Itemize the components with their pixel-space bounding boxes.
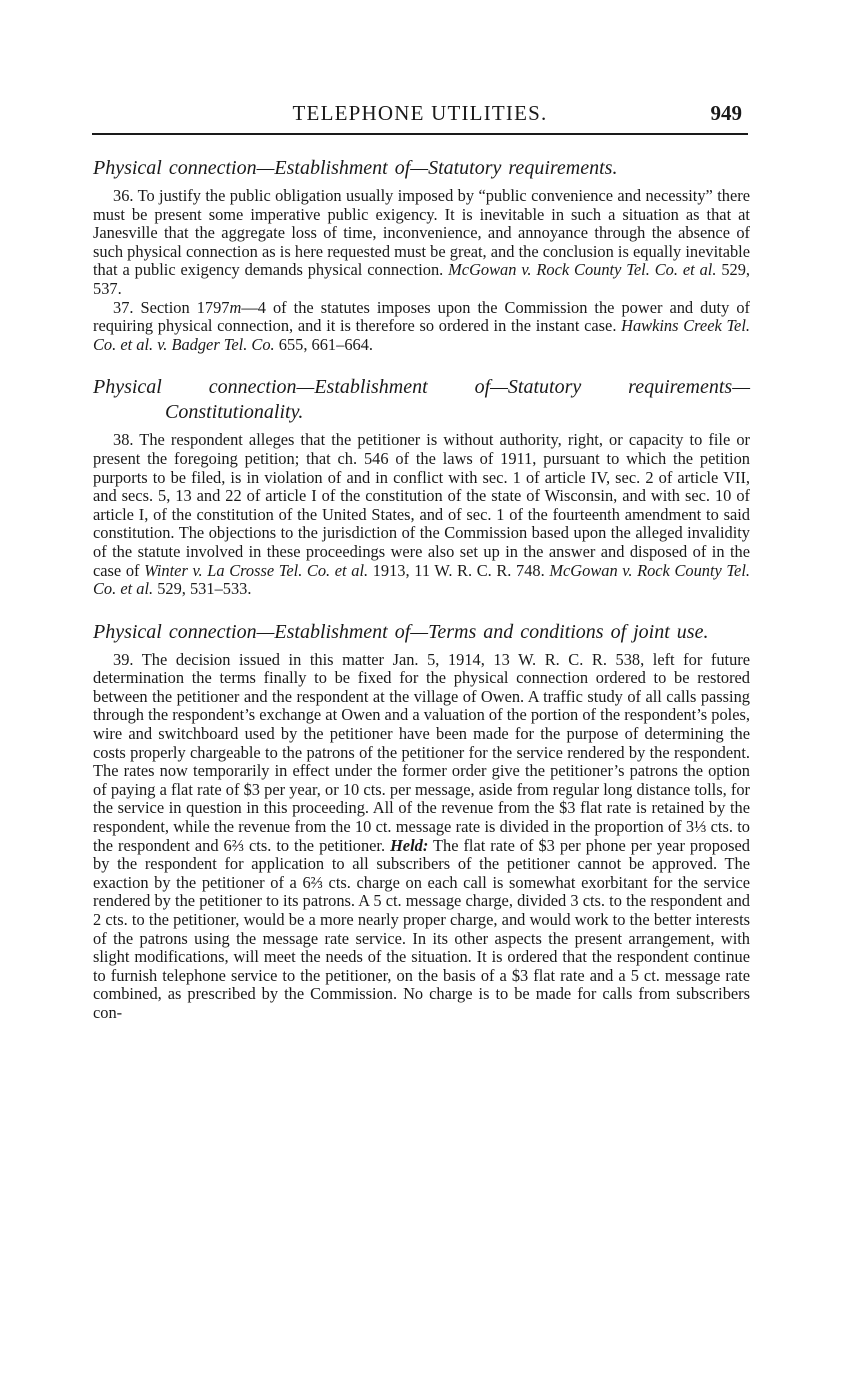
body-text	[93, 152, 750, 1023]
running-header	[92, 98, 748, 128]
case-citation: Hawkins Creek Tel. Co. et al. v. Badger Tel. Co.	[93, 316, 750, 354]
paragraph	[93, 187, 750, 299]
paragraph-text: 37. Section 1797	[113, 297, 230, 317]
italic-text: m	[229, 297, 242, 317]
section-heading: Physical connection—Establishment of—Statutory requirements.	[93, 157, 618, 179]
paragraph-text: 39. The decision issued in this matter Jan. 5, 1914, 13 W. R. C. R. 538, left for future determination the terms finally to be fixed for the physical connection ordered to be restored between the petitioner and the respondent at the village of Owen. A traffic study of all calls passing through the respondent’s exchange at Owen and a valuation of the portion of the respondent’s poles, wire and switchboard used by the petitioner have been made for the purpose of determining the costs properly chargeable to the patrons of the petitioner for the service rendered by the respondent. The rates now temporarily in effect under the former order give the petitioner’s patrons the option of paying a flat rate of $3 per year, or 10 cts. per message, aside from regular long distance tolls, for the service in question in this proceeding. All of the revenue from the $3 flat rate is retained by the respondent, while the revenue from the 10 ct. message rate is divided in the proportion of 3⅓ cts. to the respondent and 6⅔ cts. to the petitioner.	[93, 649, 750, 855]
paragraph-text: 529, 537.	[93, 260, 751, 298]
paragraph	[93, 651, 750, 1023]
paragraph-text: The flat rate of $3 per phone per year proposed by the respondent for application to all subscribers of the petitioner cannot be approved. The exaction by the petitioner of a 6⅔ cts. charge on each call is somewhat exorbitant for the service rendered by the petitioner to its patrons. A 5 ct. message charge, divided 3 cts. to the respondent and 2 cts. to the petitioner, would be a more nearly proper charge, and would work to the better interests of the patrons using the message rate service. In its other aspects the present arrangement, with slight modifications, will meet the needs of the situation. It is ordered that the respondent continue to furnish telephone service to the petitioner, on the basis of a $3 flat rate and a 5 ct. message rate combined, as prescribed by the Commission. No charge is to be made for calls from subscribers con-	[93, 835, 750, 1022]
paragraph	[93, 299, 750, 355]
paragraph	[93, 431, 750, 598]
case-citation: McGowan v. Rock County Tel. Co. et al.	[93, 560, 750, 599]
header-rule	[92, 133, 748, 135]
case-citation: McGowan v. Rock County Tel. Co. et al.	[448, 260, 717, 280]
running-title: TELEPHONE UTILITIES.	[292, 101, 548, 125]
paragraph-text: 1913, 11 W. R. C. R. 748.	[368, 560, 550, 580]
paragraph-text: 529, 531–533.	[153, 579, 252, 599]
section-heading: Physical connection—Establishment of—Terms and conditions of joint use.	[93, 620, 709, 643]
held-label: Held:	[390, 835, 429, 855]
section-heading: Physical connection—Establishment of—Statutory requirements—Constitutionality.	[93, 376, 750, 424]
case-citation: Winter v. La Crosse Tel. Co. et al.	[144, 560, 369, 580]
paragraph-text: 655, 661–664.	[274, 334, 373, 354]
paragraph-text: —4 of the statutes imposes upon the Commission the power and duty of requiring physical connection, and it is therefore so ordered in the instant case.	[93, 297, 750, 336]
paragraph-text: 38. The respondent alleges that the petitioner is without authority, right, or capacity to file or present the foregoing petition; that ch. 546 of the laws of 1911, pursuant to which the petition purports to be filed, is in violation of and in conflict with sec. 1 of article IV, sec. 2 of article VII, and secs. 5, 13 and 22 of article I of the constitution of the state of Wisconsin, and with sec. 10 of article I, of the constitution of the United States, and of sec. 1 of the fourteenth amendment to said constitution. The objections to the jurisdiction of the Commission based upon the alleged invalidity of the statute involved in these proceedings were also set up in the answer and disposed of in the case of	[93, 430, 750, 580]
page-number: 949	[710, 101, 742, 125]
paragraph-text: 36. To justify the public obligation usually imposed by “public convenience and necessity” there must be present some imperative public exigency. It is inevitable in such a situation as that at Janesville that the aggregate loss of time, inconvenience, and annoyance through the absence of such physical connection as is here requested must be great, and the conclusion is equally inevitable that a public exigency demands physical connection.	[93, 186, 750, 280]
